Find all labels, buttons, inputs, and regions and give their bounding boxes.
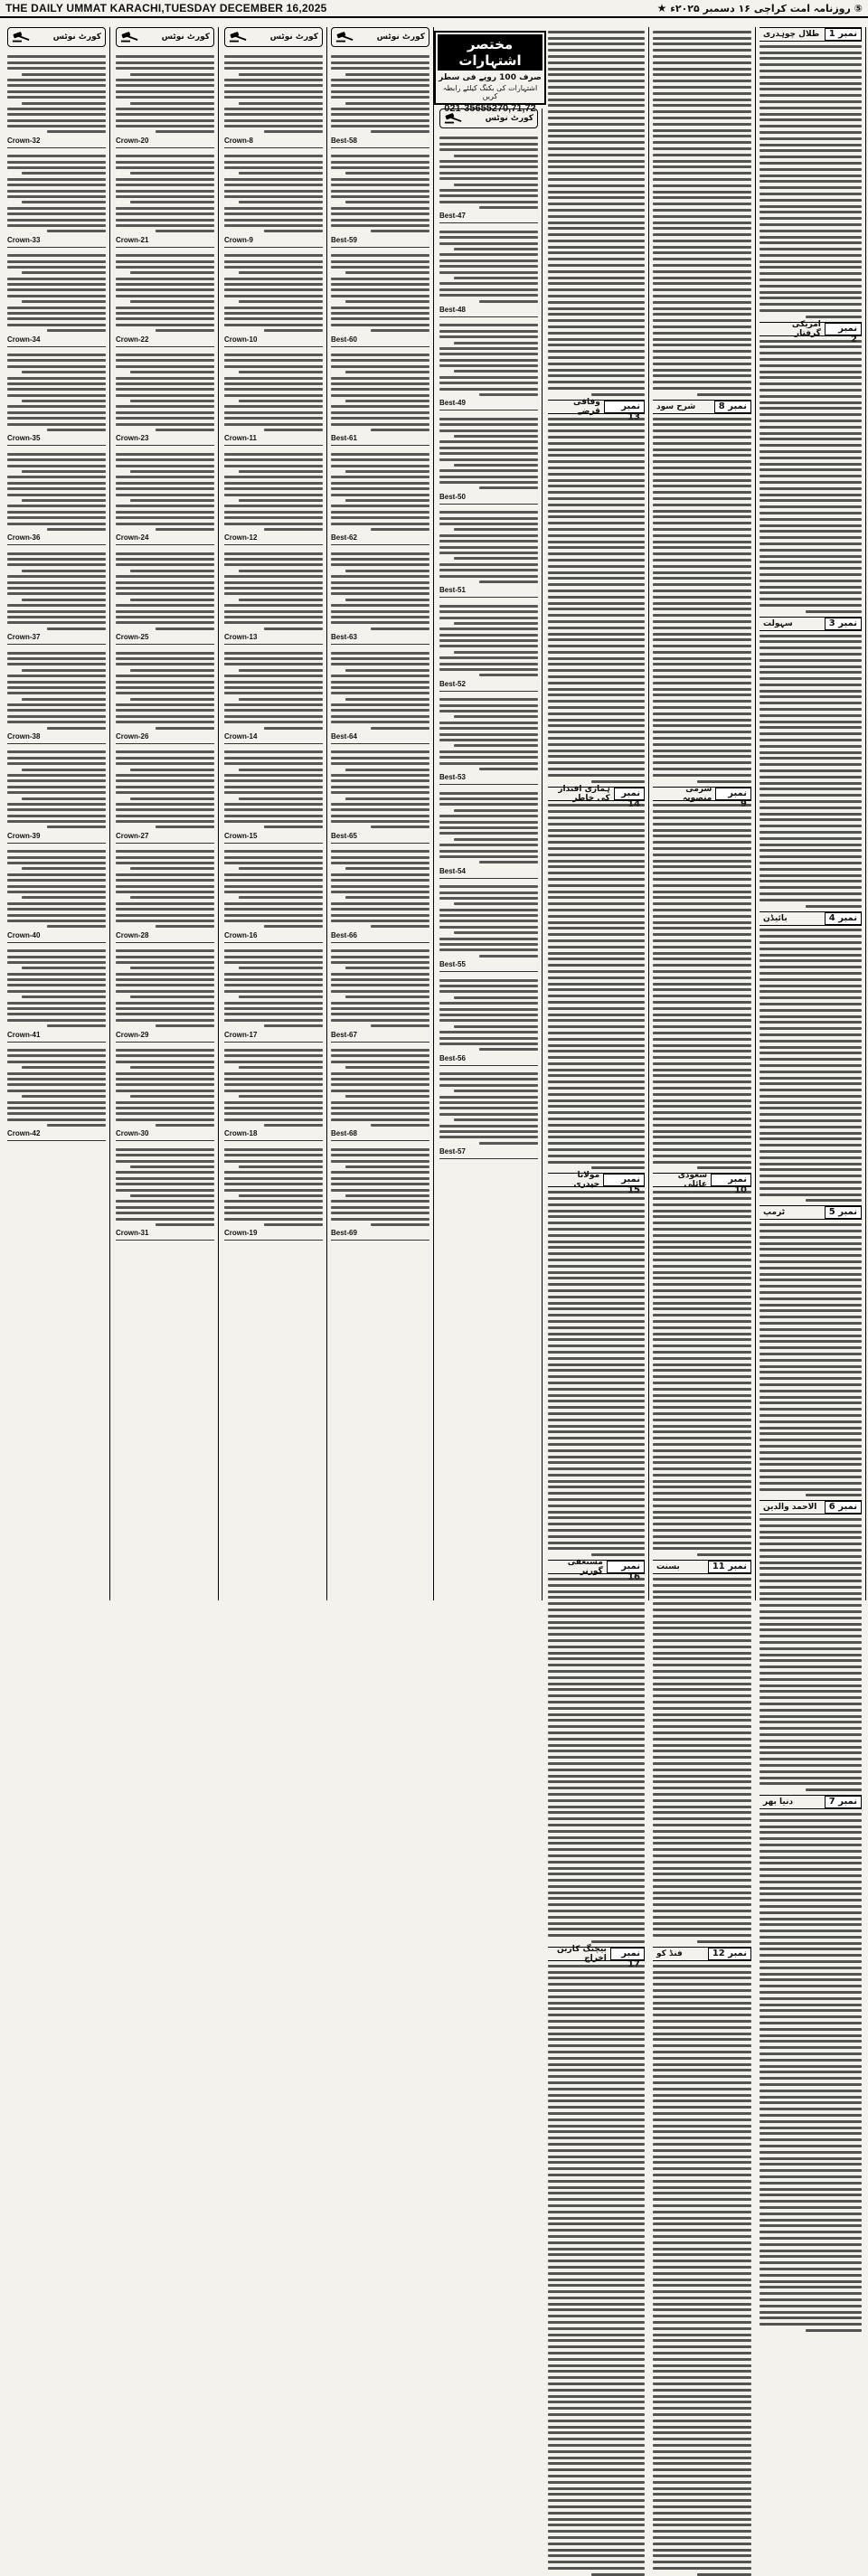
news-number: نمبر — [604, 401, 645, 413]
news-number: نمبر — [603, 1174, 645, 1186]
notice-code: Crown-25 — [116, 633, 149, 642]
notice-code: Best-63 — [331, 633, 357, 642]
court-notice — [224, 646, 323, 744]
notice-code: Crown-36 — [7, 533, 41, 543]
court-notice — [439, 319, 538, 410]
court-notice — [224, 746, 323, 844]
news-number: نمبر 8 — [714, 401, 751, 413]
news-heading — [548, 1171, 645, 1190]
court-notice — [439, 599, 538, 691]
notice-code: Crown-12 — [224, 533, 258, 543]
news-title: الاحمد والدین — [763, 1503, 817, 1513]
notice-code: Crown-13 — [224, 633, 258, 642]
court-notice — [331, 945, 429, 1043]
notice-code: Best-50 — [439, 492, 466, 501]
page-number: ⑤ — [854, 3, 863, 14]
news-number: نمبر 1 — [825, 28, 862, 41]
court-notice — [7, 746, 106, 844]
notice-code: Best-61 — [331, 434, 357, 443]
court-notice-header — [224, 27, 323, 47]
masthead-urdu-text: روزنامہ امت کراچی ۱۶ دسمبر ۲۰۲۵ء — [670, 3, 851, 14]
news-text — [548, 1578, 645, 1943]
news-heading — [548, 784, 645, 803]
news-title: امریکی گرفتار — [791, 319, 821, 338]
notice-code: Crown-32 — [7, 136, 41, 145]
court-notice-column — [327, 27, 434, 1600]
notice-code: Crown-30 — [116, 1129, 149, 1138]
notice-code: Best-59 — [331, 235, 357, 244]
newspaper-page — [0, 22, 868, 1964]
news-heading — [760, 911, 862, 926]
news-title: دنیا بھر — [763, 1798, 794, 1807]
court-notice — [331, 150, 429, 248]
notice-code: Crown-39 — [7, 831, 41, 840]
court-notice — [116, 1143, 214, 1241]
gavel-icon — [12, 31, 32, 43]
court-notice — [439, 225, 538, 316]
notice-code: Crown-34 — [7, 335, 41, 344]
court-notice — [331, 547, 429, 645]
court-notice — [439, 412, 538, 504]
court-notice-label: کورٹ نوٹس — [485, 114, 533, 123]
news-number: نمبر 7 — [825, 1796, 862, 1808]
court-notice — [7, 547, 106, 645]
court-notice — [116, 349, 214, 447]
court-notice — [331, 845, 429, 943]
masthead — [0, 0, 868, 18]
news-text — [653, 1191, 751, 1556]
news-heading — [548, 1558, 645, 1577]
notice-code: Crown-11 — [224, 434, 258, 443]
court-notice — [7, 250, 106, 347]
news-text — [653, 31, 751, 396]
news-title: سہولت — [763, 618, 793, 628]
court-notice — [7, 1044, 106, 1142]
court-notice — [7, 845, 106, 943]
court-notice — [439, 132, 538, 223]
news-title: بسنت — [656, 1562, 680, 1572]
notice-code: Crown-21 — [116, 235, 149, 244]
news-number: نمبر 5 — [825, 1206, 862, 1219]
news-text — [548, 1191, 645, 1556]
notice-code: Best-47 — [439, 212, 466, 221]
court-notice — [439, 974, 538, 1065]
notice-code: Crown-16 — [224, 930, 258, 939]
news-heading — [653, 1560, 751, 1574]
news-heading — [760, 1500, 862, 1514]
gavel-icon — [444, 112, 464, 125]
notice-code: Best-58 — [331, 136, 357, 145]
news-number: نمبر 6 — [825, 1501, 862, 1514]
news-number: نمبر 4 — [825, 912, 862, 925]
court-notice — [7, 51, 106, 148]
notice-code: Best-62 — [331, 533, 357, 543]
court-notice — [224, 1143, 323, 1241]
news-heading — [760, 1205, 862, 1220]
court-notice — [331, 448, 429, 545]
notice-code: Crown-19 — [224, 1229, 258, 1238]
news-heading — [653, 400, 751, 414]
notice-code: Crown-9 — [224, 235, 253, 244]
news-column — [649, 27, 756, 1959]
court-notice — [7, 646, 106, 744]
court-notice — [7, 150, 106, 248]
news-title: ٹرمپ — [763, 1208, 786, 1218]
court-notice — [116, 646, 214, 744]
news-text — [548, 31, 645, 396]
court-notice — [116, 1044, 214, 1142]
news-title: مستعفی گورنر — [567, 1558, 603, 1577]
news-number: نمبر 12 — [708, 1948, 751, 1960]
court-notice — [116, 150, 214, 248]
notice-code: Crown-37 — [7, 633, 41, 642]
news-heading — [653, 784, 751, 803]
notice-code: Crown-8 — [224, 136, 253, 145]
notice-code: Best-57 — [439, 1147, 466, 1156]
court-notice-header — [116, 27, 214, 47]
news-title: مولانا حیدری — [573, 1171, 600, 1190]
court-notice-label: کورٹ نوٹس — [52, 33, 101, 42]
news-text — [653, 418, 751, 783]
court-notice — [439, 787, 538, 878]
notice-code: Best-69 — [331, 1229, 357, 1238]
notice-code: Crown-40 — [7, 930, 41, 939]
notice-code: Best-53 — [439, 773, 466, 782]
star-icon: ★ — [656, 2, 667, 14]
notice-code: Crown-20 — [116, 136, 149, 145]
news-text — [760, 1813, 862, 2332]
notice-code: Crown-29 — [116, 1030, 149, 1039]
classified-title: مختصر اشتہارات — [438, 34, 542, 71]
news-number: نمبر — [614, 788, 645, 800]
notice-code: Best-68 — [331, 1129, 357, 1138]
notice-code: Crown-15 — [224, 831, 258, 840]
news-text — [548, 804, 645, 1169]
court-notice — [439, 881, 538, 972]
notice-code: Best-56 — [439, 1053, 466, 1062]
news-number: نمبر — [715, 788, 751, 800]
court-notice-label: کورٹ نوٹس — [269, 33, 318, 42]
court-notice — [224, 150, 323, 248]
masthead-english: THE DAILY UMMAT KARACHI,TUESDAY DECEMBER 16,2025 — [5, 2, 327, 14]
news-text — [760, 635, 862, 908]
news-column — [756, 27, 866, 1807]
notice-code: Crown-26 — [116, 732, 149, 741]
news-title: ہماری اقتدار کی خاطر — [558, 784, 610, 803]
court-notice — [116, 250, 214, 347]
court-notice — [224, 448, 323, 545]
court-notice-column — [221, 27, 327, 1600]
news-text — [653, 1965, 751, 2576]
court-notice-header — [331, 27, 429, 47]
news-heading — [760, 27, 862, 42]
court-notice — [116, 51, 214, 148]
news-text — [760, 340, 862, 613]
court-notice-header — [7, 27, 106, 47]
news-heading — [653, 1947, 751, 1961]
notice-code: Best-65 — [331, 831, 357, 840]
court-notice — [116, 547, 214, 645]
court-notice — [439, 694, 538, 785]
court-notice — [224, 1044, 323, 1142]
notice-code: Best-49 — [439, 399, 466, 408]
notice-code: Best-66 — [331, 930, 357, 939]
news-title: فنڈ کو — [656, 1949, 683, 1959]
news-text — [653, 804, 751, 1169]
notice-code: Crown-22 — [116, 335, 149, 344]
court-notice — [331, 746, 429, 844]
court-notice — [331, 349, 429, 447]
news-text — [653, 1578, 751, 1943]
court-notice — [7, 448, 106, 545]
news-text — [760, 1518, 862, 1791]
news-title: بائیڈن — [763, 913, 788, 923]
court-notice — [331, 1143, 429, 1241]
court-notice-label: کورٹ نوٹس — [376, 33, 425, 42]
news-number: نمبر — [610, 1948, 645, 1960]
news-title: بیچنگ کاربن اخراج — [557, 1945, 607, 1964]
court-notice — [224, 845, 323, 943]
news-number: نمبر 3 — [825, 618, 862, 630]
news-column — [544, 27, 649, 1964]
classified-rate: صرف 100 روپے فی سطر — [439, 73, 542, 82]
court-notice — [331, 51, 429, 148]
notice-code: Crown-17 — [224, 1030, 258, 1039]
notice-code: Crown-24 — [116, 533, 149, 543]
gavel-icon — [335, 31, 355, 43]
court-notice — [116, 945, 214, 1043]
court-notice — [331, 1044, 429, 1142]
news-number: نمبر 11 — [708, 1561, 751, 1573]
court-notice — [224, 51, 323, 148]
notice-code: Best-60 — [331, 335, 357, 344]
news-heading — [548, 397, 645, 416]
court-notice — [116, 448, 214, 545]
court-notice-column — [112, 27, 219, 1600]
news-heading — [760, 617, 862, 631]
news-text — [760, 45, 862, 318]
court-notice — [331, 646, 429, 744]
classified-ads-box — [434, 31, 546, 114]
notice-code: Crown-14 — [224, 732, 258, 741]
notice-code: Crown-38 — [7, 732, 41, 741]
court-notice — [7, 945, 106, 1043]
court-notice — [116, 845, 214, 943]
notice-code: Crown-10 — [224, 335, 258, 344]
news-number: نمبر — [711, 1174, 751, 1186]
court-notice-column — [4, 27, 110, 1600]
notice-code: Best-64 — [331, 732, 357, 741]
news-title: شرح سود — [656, 401, 696, 411]
gavel-icon — [229, 31, 249, 43]
news-title: طلال چوہدری — [763, 30, 820, 39]
court-notice — [116, 746, 214, 844]
gavel-icon — [120, 31, 140, 43]
court-notice — [224, 945, 323, 1043]
notice-code: Best-48 — [439, 305, 466, 314]
notice-code: Best-51 — [439, 586, 466, 595]
news-text — [548, 1965, 645, 2576]
notice-code: Crown-27 — [116, 831, 149, 840]
court-notice-label: کورٹ نوٹس — [161, 33, 210, 42]
court-notice — [224, 547, 323, 645]
news-heading — [653, 1171, 751, 1190]
news-number: نمبر — [607, 1561, 645, 1573]
court-notice — [439, 1068, 538, 1159]
news-heading — [548, 1945, 645, 1964]
court-notice — [224, 349, 323, 447]
news-text — [760, 929, 862, 1202]
court-notice — [224, 250, 323, 347]
news-title: شرمی منصوبہ — [682, 784, 712, 803]
masthead-urdu — [654, 2, 863, 14]
notice-code: Crown-28 — [116, 930, 149, 939]
court-notice-column — [436, 109, 542, 1600]
news-text — [548, 418, 645, 783]
news-number: نمبر — [825, 323, 862, 335]
notice-code: Crown-31 — [116, 1229, 149, 1238]
court-notice — [331, 250, 429, 347]
news-text — [760, 1223, 862, 1496]
classified-phone: 021-35655270,71,72 — [444, 103, 536, 114]
news-title: وفاقی قرضے — [572, 397, 600, 416]
classified-note: اشتہارات کی بکنگ کیلئے رابطہ کریں — [442, 84, 538, 100]
notice-code: Crown-33 — [7, 235, 41, 244]
notice-code: Crown-18 — [224, 1129, 258, 1138]
notice-code: Crown-41 — [7, 1030, 41, 1039]
court-notice — [439, 506, 538, 598]
news-heading — [760, 1795, 862, 1809]
notice-code: Best-54 — [439, 866, 466, 875]
notice-code: Crown-23 — [116, 434, 149, 443]
notice-code: Best-55 — [439, 960, 466, 969]
news-title: سعودی عائلی — [677, 1171, 708, 1190]
court-notice — [7, 349, 106, 447]
notice-code: Crown-35 — [7, 434, 41, 443]
news-heading — [760, 319, 862, 338]
notice-code: Crown-42 — [7, 1129, 41, 1138]
notice-code: Best-52 — [439, 679, 466, 688]
notice-code: Best-67 — [331, 1030, 357, 1039]
